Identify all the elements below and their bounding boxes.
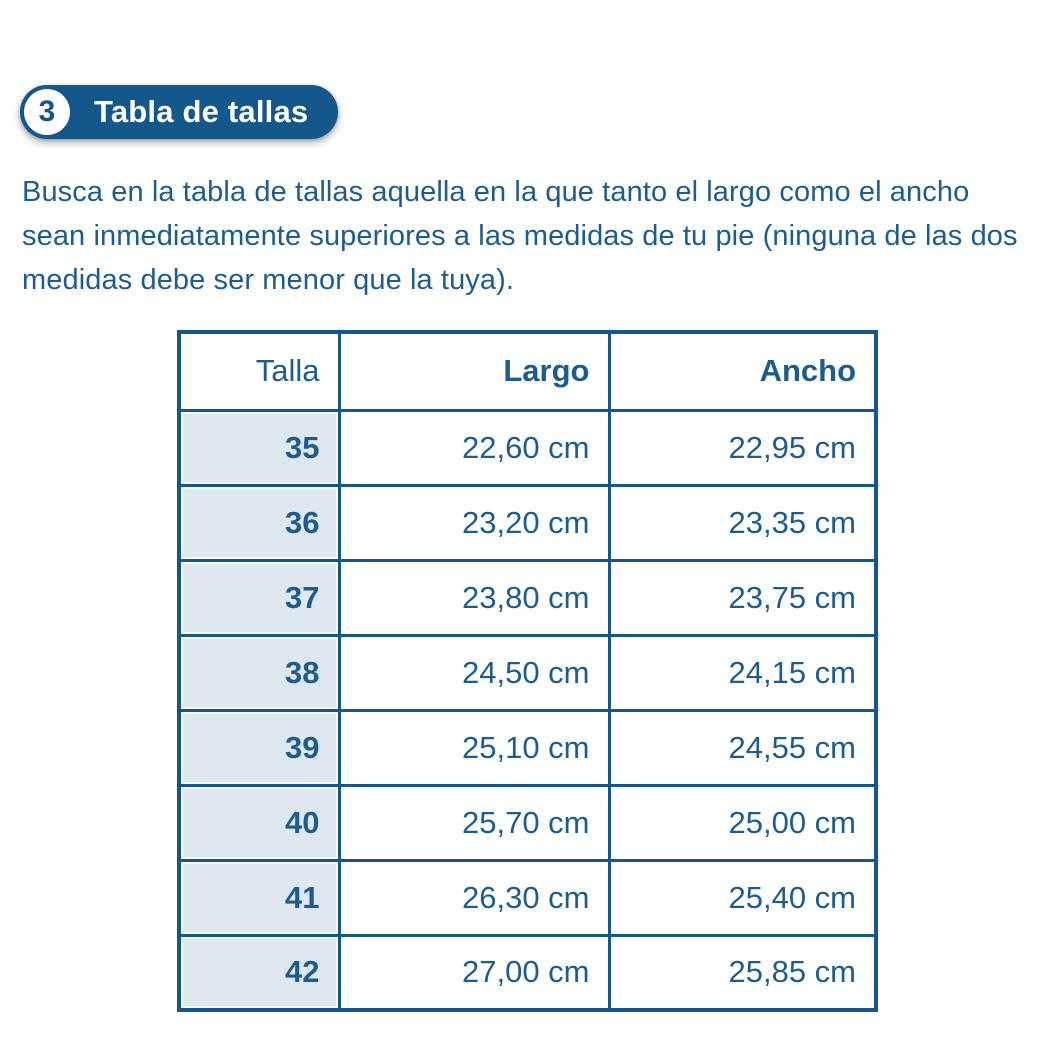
step-number: 3 (38, 95, 56, 128)
table-row (179, 485, 876, 560)
size-table (177, 330, 878, 1012)
table-row (179, 785, 876, 860)
header-largo: Largo (339, 332, 609, 410)
cell-ancho: 23,35 cm (609, 485, 876, 560)
table-row (179, 410, 876, 485)
cell-talla: 35 (179, 410, 339, 485)
header-talla: Talla (179, 332, 339, 410)
step-badge (20, 85, 338, 139)
cell-talla: 40 (179, 785, 339, 860)
cell-largo: 23,80 cm (339, 560, 609, 635)
cell-ancho: 23,75 cm (609, 560, 876, 635)
size-table-body (179, 410, 876, 1010)
cell-ancho: 25,40 cm (609, 860, 876, 935)
header-ancho: Ancho (609, 332, 876, 410)
cell-largo: 24,50 cm (339, 635, 609, 710)
cell-talla: 37 (179, 560, 339, 635)
cell-ancho: 22,95 cm (609, 410, 876, 485)
table-row (179, 860, 876, 935)
table-row (179, 710, 876, 785)
cell-talla: 42 (179, 935, 339, 1010)
table-row (179, 635, 876, 710)
cell-ancho: 25,00 cm (609, 785, 876, 860)
cell-largo: 25,70 cm (339, 785, 609, 860)
cell-ancho: 24,15 cm (609, 635, 876, 710)
cell-talla: 38 (179, 635, 339, 710)
table-row (179, 560, 876, 635)
cell-largo: 25,10 cm (339, 710, 609, 785)
step-title: Tabla de tallas (94, 94, 309, 129)
table-row (179, 935, 876, 1010)
cell-largo: 23,20 cm (339, 485, 609, 560)
header-row (179, 332, 876, 410)
size-table-header (179, 332, 876, 410)
cell-ancho: 25,85 cm (609, 935, 876, 1010)
intro-paragraph: Busca en la tabla de tallas aquella en la que tanto el largo como el ancho sean inmediatamente superiores a las medidas de tu pie (ninguna de las dos medidas debe ser menor que la tuya). (22, 176, 1018, 296)
cell-ancho: 24,55 cm (609, 710, 876, 785)
cell-largo: 22,60 cm (339, 410, 609, 485)
cell-talla: 39 (179, 710, 339, 785)
cell-talla: 41 (179, 860, 339, 935)
cell-talla: 36 (179, 485, 339, 560)
step-number-circle (24, 89, 70, 135)
cell-largo: 26,30 cm (339, 860, 609, 935)
cell-largo: 27,00 cm (339, 935, 609, 1010)
